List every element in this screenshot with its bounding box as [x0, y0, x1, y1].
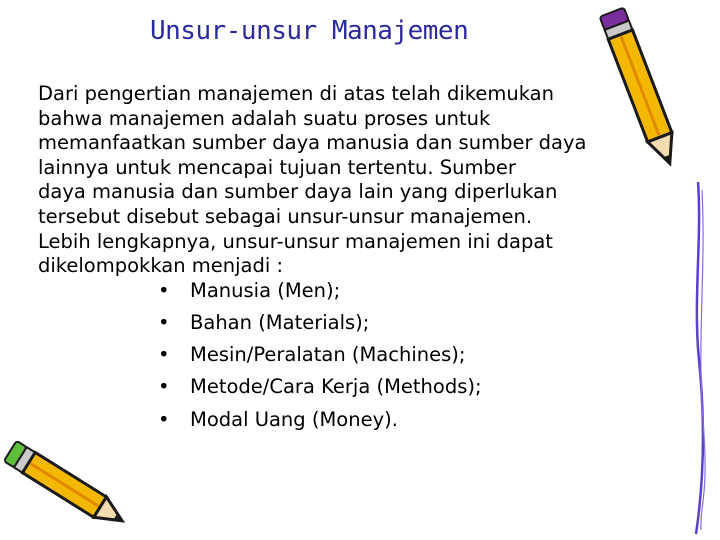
pencil-icon	[598, 0, 688, 175]
bullet-item-mesin	[38, 343, 678, 368]
paragraph-line: bahwa manajemen adalah suatu proses untuk	[38, 106, 491, 130]
paragraph-line: Dari pengertian manajemen di atas telah dikemukan	[38, 82, 554, 105]
bullet-item-metode	[38, 375, 678, 400]
slide-body	[38, 82, 678, 432]
bullet-list	[38, 279, 678, 432]
bullet-text: Manusia (Men);	[190, 278, 341, 302]
paragraph-line: Lebih lengkapnya, unsur-unsur manajemen ini dapat	[38, 229, 553, 253]
bullet-icon: •	[158, 407, 170, 431]
bullet-icon: •	[158, 343, 170, 367]
bullet-text: Modal Uang (Money).	[190, 407, 398, 431]
intro-paragraph	[38, 82, 678, 279]
paragraph-line: dikelompokkan menjadi :	[38, 254, 284, 278]
slide-title: Unsur-unsur Manajemen	[150, 16, 469, 46]
bullet-icon: •	[158, 278, 170, 302]
bullet-text: Bahan (Materials);	[190, 310, 370, 334]
decorative-line	[684, 180, 714, 536]
paragraph-line: lainnya untuk mencapai tujuan tertentu. Sumber	[38, 155, 516, 179]
bullet-text: Mesin/Peralatan (Machines);	[190, 343, 466, 367]
bullet-icon: •	[158, 310, 170, 334]
bullet-item-modal	[38, 408, 678, 433]
bullet-item-manusia	[38, 279, 678, 304]
paragraph-line: memanfaatkan sumber daya manusia dan sumber daya	[38, 131, 587, 155]
paragraph-line: tersebut disebut sebagai unsur-unsur manajemen.	[38, 204, 533, 228]
bullet-item-bahan	[38, 311, 678, 336]
bullet-text: Metode/Cara Kerja (Methods);	[190, 375, 482, 399]
pencil-icon	[0, 428, 130, 540]
bullet-icon: •	[158, 375, 170, 399]
paragraph-line: daya manusia dan sumber daya lain yang diperlukan	[38, 180, 558, 204]
